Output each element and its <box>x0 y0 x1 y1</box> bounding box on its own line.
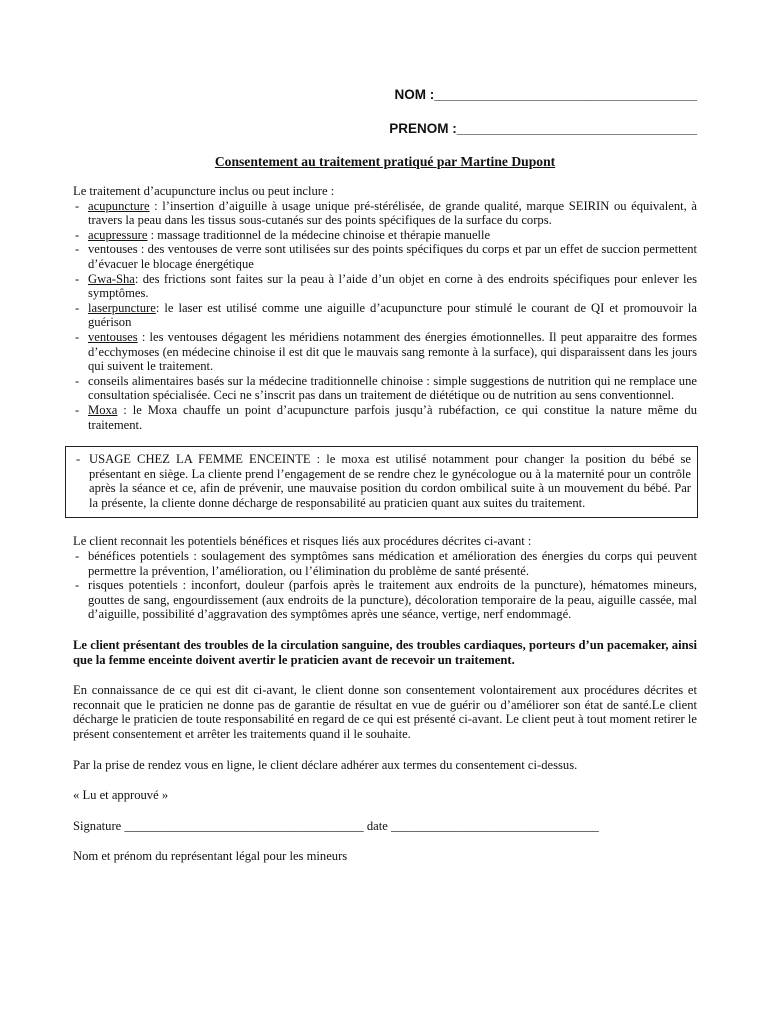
document-title: Consentement au traitement pratiqué par Martine Dupont <box>214 154 556 169</box>
treatment-item <box>73 403 697 432</box>
treatments-intro: Le traitement d’acupuncture inclus ou peut inclure : <box>73 184 335 198</box>
risk-item: - bénéfices potentiels : soulagement des symptômes sans médication et amélioration des énergies du corps qui peuvent permettre la prévention, l’amélioration, ou l’élimination du problème de santé présenté. <box>73 549 697 578</box>
consent-body <box>73 184 697 864</box>
risks-intro: Le client reconnait les potentiels bénéfices et risques liés aux procédures décrites ci-avant : <box>73 534 532 549</box>
treatment-text: : massage traditionnel de la médecine chinoise et thérapie manuelle <box>147 227 491 242</box>
treatment-text: : des frictions sont faites sur la peau à l’aide d’un objet en corne à des endroits spécifiques pour enlever les symptômes. <box>88 271 697 301</box>
risk-item: - risques potentiels : inconfort, douleur (parfois après le traitement aux endroits de la puncture), hématomes mineurs, gouttes de sang, engourdissement (aux endroits de la puncture), décoloration temporaire de la peau, aiguille cassée, mal d’aiguille, possibilité d’aggravation des symptômes après une séance, vertige, nerf endommagé. <box>73 578 697 622</box>
treatment-item <box>73 199 697 228</box>
treatment-term: laserpuncture <box>88 300 156 315</box>
warning-notice: Le client présentant des troubles de la circulation sanguine, des troubles cardiaques, porteurs d’un pacemaker, ainsi que la femme enceinte doivent avertir le praticien avant de recevoir un traitement. <box>73 638 697 667</box>
treatment-term: Gwa-Sha <box>88 271 135 286</box>
treatment-item <box>73 374 697 403</box>
online-booking-text: Par la prise de rendez vous en ligne, le client déclare adhérer aux termes du consentement ci-dessus. <box>73 757 578 772</box>
treatment-term: acupressure <box>88 227 148 242</box>
pregnancy-notice-box <box>65 446 698 518</box>
treatment-item <box>73 228 697 243</box>
treatment-text: : le Moxa chauffe un point d’acupuncture parfois jusqu’à rubéfaction, ce qui constitue la nature même du traitement. <box>88 402 697 432</box>
treatments-list <box>73 199 697 433</box>
nom-field-label: NOM :___________________________________ <box>394 87 697 102</box>
signature-line: Signature ______________________________________ date _________________________________ <box>73 818 599 833</box>
legal-representative-label: Nom et prénom du représentant légal pour les mineurs <box>73 849 348 864</box>
treatment-item <box>73 242 697 271</box>
treatment-item <box>73 272 697 301</box>
treatment-text: ventouses : des ventouses de verre sont utilisées sur des points spécifiques du corps et par un effet de succion permettent d’évacuer le blocage énergétique <box>88 242 697 271</box>
read-approved: « Lu et approuvé » <box>73 788 169 803</box>
treatment-term: ventouses <box>88 329 138 344</box>
treatment-text: : les ventouses dégagent les méridiens notamment des énergies émotionnelles. Il peut apparaitre des formes d’ecchymoses (en médecine chinoise il est dit que le mauvais sang remonte à la surface), qui disparaissent dans les jours qui suivent le traitement. <box>88 329 697 374</box>
treatment-text: : le laser est utilisé comme une aiguille d’acupuncture pour stimulé le courant de QI et promouvoir la guérison <box>88 300 697 330</box>
treatment-text: conseils alimentaires basés sur la médecine traditionnelle chinoise : simple suggestions de nutrition qui ne remplace une consultation spécialisée. Ceci ne s’inscrit pas dans un traitement de diététique ou de nutrition au sens conventionnel. <box>88 373 697 403</box>
acknowledgement-text: En connaissance de ce qui est dit ci-avant, le client donne son consentement volontairement aux procédures décrites et reconnait que le praticien ne donne pas de garantie de résultat en vue de guérir ou d’améliorer son état de santé.Le client décharge le praticien de toute responsabilité en regard de ce qui est présenté ci-avant. Le client peut à tout moment retirer le présent consentement et arrêter les traitements quand il le souhaite. <box>73 683 697 741</box>
pregnancy-notice: - USAGE CHEZ LA FEMME ENCEINTE : le moxa est utilisé notamment pour changer la position du bébé se présentant en siège. La cliente prend l’engagement de se rendre chez le gynécologue ou à la maternité pour un contrôle après la séance et ce, afin de prévenir, une mauvaise position du cordon ombilical suite à un mouvement du bébé. Par la présente, la cliente donne décharge de responsabilité au praticien quant aux suites du traitement. <box>74 452 691 510</box>
risks-list <box>73 549 697 622</box>
treatment-term: Moxa <box>88 402 118 417</box>
treatment-text: : l’insertion d’aiguille à usage unique pré-stérélisée, de grande qualité, marque SEIRIN ou équivalent, à travers la peau dans les tissus sous-cutanés sur des points spécifiques de la surface du corps. <box>88 198 697 228</box>
treatment-item <box>73 301 697 330</box>
treatment-term: acupuncture <box>88 198 150 213</box>
treatment-item <box>73 330 697 374</box>
prenom-field-label: PRENOM :________________________________ <box>389 121 697 136</box>
